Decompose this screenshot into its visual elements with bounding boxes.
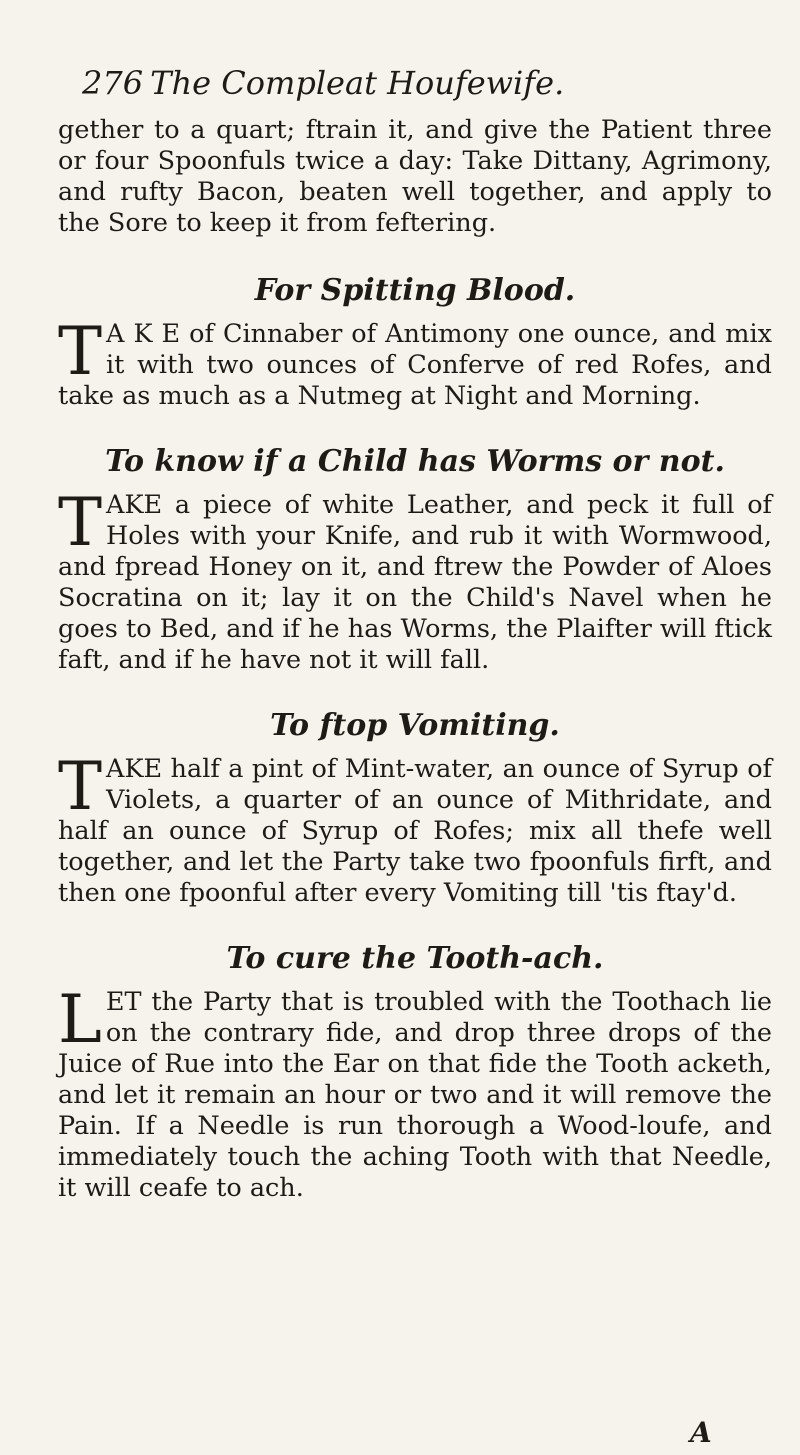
drop-cap: T: [58, 748, 103, 825]
page-header: [82, 64, 742, 108]
recipe-text: AKE a piece of white Leather, and peck it full of Holes with your Knife, and rub it with Wormwood, and fpread Honey on it, and ftrew the Powder of Aloes Socratina on it; lay it on the Child's Navel when he goes to Bed, and if he has Worms, the Plaifter will ftick faft, and if he have not it will fall.: [58, 490, 772, 675]
drop-cap: T: [58, 484, 103, 561]
recipe-paragraph-tooth-ach: [58, 981, 772, 1204]
intro-paragraph: gether to a quart; ftrain it, and give the Patient three or four Spoonfuls twice a day: Take Dittany, Agrimony, and rufty Bacon, beaten well together, and apply to the Sore to keep it from feftering.: [58, 115, 772, 238]
recipe-paragraph-worms: [58, 484, 772, 676]
catchword: A: [690, 1416, 712, 1449]
drop-cap: L: [58, 981, 102, 1058]
running-title: The Compleat Houfewife.: [150, 64, 565, 102]
recipe-text: A K E of Cinnaber of Antimony one ounce, and mix it with two ounces of Conferve of red Rofes, and take as much as a Nutmeg at Night and Morning.: [58, 319, 772, 411]
recipe-text: ET the Party that is troubled with the Toothach lie on the contrary fide, and drop three drops of the Juice of Rue into the Ear on that fide the Tooth acketh, and let it remain an hour or two and it will remove the Pain. If a Needle is run thorough a Wood-loufe, and immediately touch the aching Tooth with that Needle, it will ceafe to ach.: [58, 987, 772, 1203]
page-number: 276: [82, 64, 144, 102]
recipe-paragraph-spitting-blood: [58, 313, 772, 412]
recipe-text: AKE half a pint of Mint-water, an ounce of Syrup of Violets, a quarter of an ounce of Mithridate, and half an ounce of Syrup of Rofes; mix all thefe well together, and let the Party take two fpoonfuls firft, and then one fpoonful after every Vomiting till 'tis ftay'd.: [58, 754, 772, 908]
page-body: [58, 115, 772, 1204]
drop-cap: T: [58, 313, 103, 390]
recipe-paragraph-vomiting: [58, 748, 772, 909]
section-heading-tooth-ach: To cure the Tooth-ach.: [226, 941, 604, 976]
section-heading-worms: To know if a Child has Worms or not.: [105, 444, 725, 479]
section-heading-vomiting: To ftop Vomiting.: [270, 708, 560, 743]
section-heading-spitting-blood: For Spitting Blood.: [254, 273, 576, 308]
